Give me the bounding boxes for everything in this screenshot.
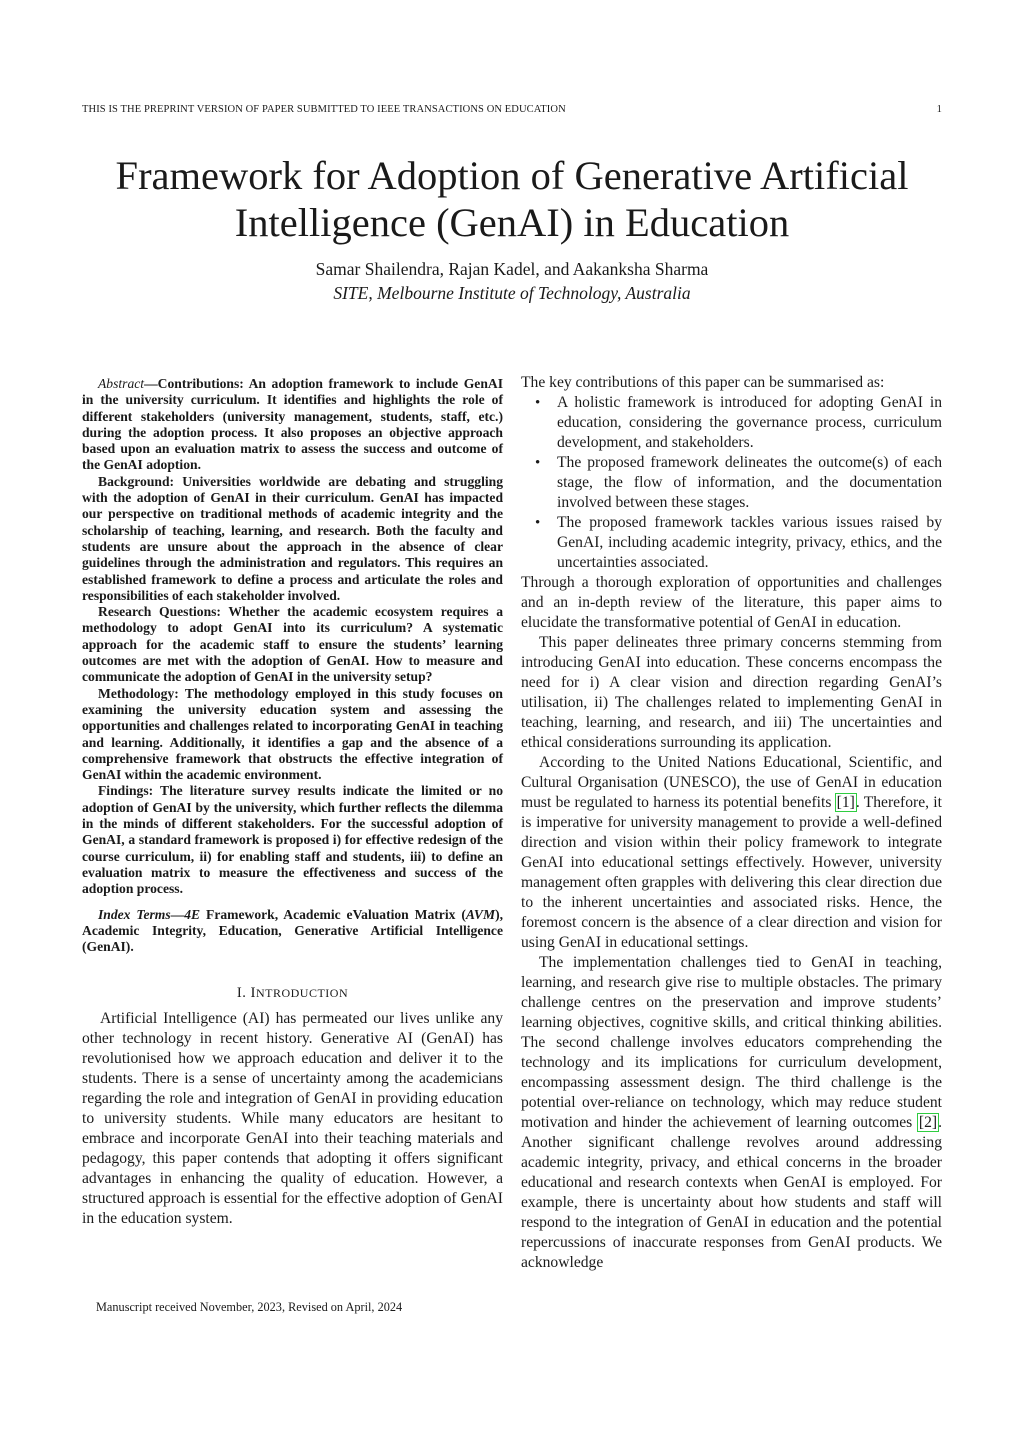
title-line-2: Intelligence (GenAI) in Education: [234, 200, 790, 245]
running-header: [82, 104, 942, 115]
running-title: THIS IS THE PREPRINT VERSION OF PAPER SUBMITTED TO IEEE TRANSACTIONS ON EDUCATION: [82, 104, 566, 115]
manuscript-footnote: Manuscript received November, 2023, Revised on April, 2024: [96, 1300, 403, 1314]
list-item: • The proposed framework delineates the outcome(s) of each stage, the flow of information, and the documentation involved between these stages.: [535, 454, 942, 511]
abstract: [82, 376, 503, 898]
title-line-1: Framework for Adoption of Generative Artificial: [115, 153, 909, 198]
affiliation: SITE, Melbourne Institute of Technology, Australia: [333, 283, 691, 303]
index-terms-avm: AVM: [465, 906, 496, 922]
index-terms-label: Index Terms: [98, 906, 171, 922]
contributions-intro: The key contributions of this paper can be summarised as:: [521, 374, 885, 391]
bullet-icon: •: [535, 515, 541, 531]
section-title-rest: NTRODUCTION: [255, 986, 349, 1001]
contributions-list: [521, 393, 942, 573]
abstract-label: Abstract: [98, 376, 145, 391]
citation-link-1[interactable]: [1]: [836, 794, 855, 811]
paragraph-through: Through a thorough exploration of opportunities and challenges and an in-depth review of the literature, this paper aims to elucidate the transformative potential of GenAI in education.: [521, 574, 942, 631]
bullet-icon: •: [535, 455, 541, 471]
index-terms-4e: 4E: [184, 906, 201, 922]
intro-paragraph-1: Artificial Intelligence (AI) has permeated our lives unlike any other technology in recent history. Generative AI (GenAI) has revolutionised how we approach education and deliver it to the students. There is a sense of uncertainty among the academicians regarding the role and integration of GenAI in providing education to university students. While many educators are hesitant to embrace and incorporate GenAI into their teaching materials and pedagogy, this paper contends that adopting it offers significant advantages in enhancing the quality of education. However, a structured approach is essential for the effective adoption of GenAI in the education system.: [82, 1010, 503, 1228]
abstract-p1: Contributions: An adoption framework to include GenAI in the university curriculum. It identifies and highlights the role of different stakeholders (university management, students, staff, etc.) during the adoption process. It also proposes an objective approach based upon an evaluation matrix to assess the success and outcome of the GenAI adoption.: [82, 376, 503, 473]
abstract-research-questions: Research Questions: Whether the academic ecosystem requires a methodology to adopt GenAI into its curriculum? A systematic approach for the academic staff to ensure the students’ learning outcomes are met with the adoption of GenAI. How to measure and communicate the adoption of GenAI in the university setup?: [82, 604, 503, 685]
paragraph-three-concerns: This paper delineates three primary concerns stemming from introducing GenAI into education. These concerns encompass the need for i) A clear vision and direction regarding GenAI’s utilisation, ii) The challenges related to implementing GenAI in teaching, learning, and research, and iii) The uncertainties and ethical considerations surrounding its application.: [521, 634, 942, 751]
abstract-findings: Findings: The literature survey results indicate the limited or no adoption of GenAI by the university, which further reflects the dilemma in the minds of different stakeholders. For the successful adoption of GenAI, a standard framework is proposed i) for effective redesign of the course curriculum, ii) for enabling staff and students, iii) to define an evaluation matrix to measure the effectiveness and success of the adoption process.: [82, 783, 503, 897]
introduction-body: [82, 1009, 503, 1229]
author-list: Samar Shailendra, Rajan Kadel, and Aakanksha Sharma: [315, 259, 709, 279]
section-first-letter: I: [250, 985, 256, 1002]
bullet-icon: •: [535, 395, 541, 411]
paragraph-implementation: The implementation challenges tied to GenAI in teaching, learning, and research give rise to multiple obstacles. The primary challenge centres on the preservation and improve students’ learning objectives, cognitive skills, and critical thinking abilities. The second challenge involves educators comprehending the technology and its implications for curriculum development, encompassing assessment design. The third challenge is the potential over-reliance on technology, which may reduce student motivation and hinder the achievement of learning outcomes [2]. Another significant challenge revolves around addressing academic integrity, privacy, and ethical concerns in the broader educational and research contexts when GenAI is employed. For example, there is uncertainty about how students and staff will respond to the integration of GenAI in education and the potential repercussions of inaccurate responses from GenAI products. We acknowledge: [521, 954, 942, 1271]
index-terms-dash: —: [170, 906, 185, 922]
right-column: [521, 373, 942, 1273]
section-number: I.: [236, 985, 247, 1002]
left-column: [82, 376, 503, 1229]
abstract-background: Background: Universities worldwide are debating and struggling with the adoption of GenAI in their curriculum. GenAI has impacted our perspective on traditional methods of academic integrity and the scholarship of teaching, learning, and research. Both the faculty and students are unsure about the approach in the absence of clear guidelines through the administration and regulators. This requires an established framework to define a process and articulate the roles and responsibilities of each stakeholder involved.: [82, 473, 503, 603]
index-terms-part2: Framework, Academic eValuation Matrix (: [200, 906, 466, 922]
section-heading-introduction: [82, 985, 503, 1002]
index-terms-part3: ), Academic Integrity, Education, Generative Artificial Intelligence (GenAI).: [82, 906, 504, 955]
page-number: 1: [936, 104, 942, 115]
paragraph-unesco: According to the United Nations Educational, Scientific, and Cultural Organisation (UNESCO), the use of GenAI in education must be regulated to harness its potential benefits [1]. Therefore, it is imperative for university management to provide a well-defined direction and vision within their policy framework to integrate GenAI into educational settings effectively. However, university management often grapples with delivering this clear direction due to the inherent uncertainties and associated risks. Hence, the foremost concern is the absence of a clear direction and vision for using GenAI in educational settings.: [521, 754, 942, 951]
paper-title: [0, 152, 1024, 246]
list-item: • The proposed framework tackles various issues raised by GenAI, including academic integrity, privacy, ethics, and the uncertainties associated.: [535, 514, 942, 571]
abstract-contributions: [82, 376, 503, 474]
index-terms: [82, 907, 503, 956]
abstract-dash: —: [144, 376, 158, 391]
citation-link-2[interactable]: [2]: [918, 1114, 938, 1131]
list-item: • A holistic framework is introduced for adopting GenAI in education, considering the governance process, curriculum development, and stakeholders.: [535, 394, 942, 451]
abstract-methodology: Methodology: The methodology employed in this study focuses on examining the university education system and assessing the opportunities and challenges related to incorporating GenAI in teaching and learning. Additionally, it identifies a gap and the absence of a comprehensive framework that obstructs the effective integration of GenAI within the academic environment.: [82, 685, 503, 783]
